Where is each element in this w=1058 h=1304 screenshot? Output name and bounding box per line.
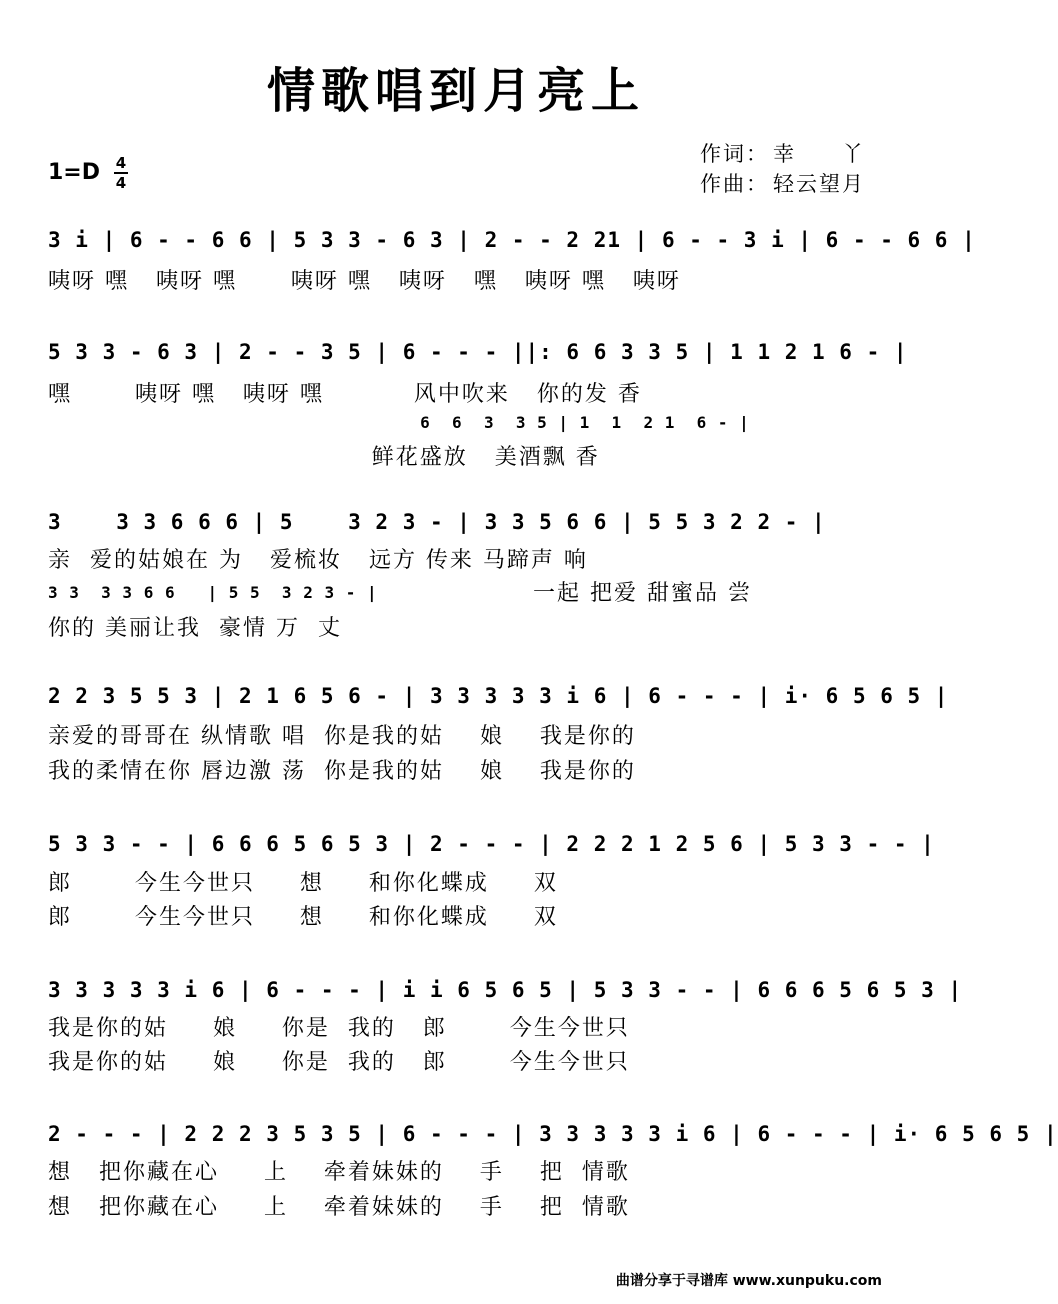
lyric-line-5: 郎 今生今世只 想 和你化蝶成 双 (48, 871, 558, 896)
key-signature: 1=D (48, 160, 101, 185)
page-title: 情歌唱到月亮上 (266, 63, 645, 119)
notation-line-6: 3 3 3 3 3 i 6 | 6 - - - | i i 6 5 6 5 | 5 3 3 - - | 6 6 6 5 6 5 3 | (48, 978, 963, 1002)
lyric-line-1: 咦呀 嘿 咦呀 嘿 咦呀 嘿 咦呀 嘿 咦呀 嘿 咦呀 (48, 269, 681, 294)
lyric-line-7-alt: 想 把你藏在心 上 牵着妹妹的 手 把 情歌 (48, 1195, 630, 1220)
lyric-line-2-alt: 鲜花盛放 美酒飘 香 (48, 445, 600, 470)
lyric-line-4: 亲爱的哥哥在 纵情歌 唱 你是我的姑 娘 我是你的 (48, 724, 636, 749)
notation-line-1: 3 i | 6 - - 6 6 | 5 3 3 - 6 3 | 2 - - 2 21 | 6 - - 3 i | 6 - - 6 6 | (48, 228, 976, 252)
lyric-line-6-alt: 我是你的姑 娘 你是 我的 郎 今生今世只 (48, 1050, 630, 1075)
lyricist-label: 作词： (700, 142, 769, 166)
lyric-line-3-verse3: 一起 把爱 甜蜜品 尝 (533, 581, 752, 606)
lyric-line-3-alt: 你的 美丽让我 豪情 万 丈 (48, 616, 342, 641)
notation-line-2-alt: 6 6 3 3 5 | 1 1 2 1 6 - | (48, 413, 750, 432)
lyric-line-5-alt: 郎 今生今世只 想 和你化蝶成 双 (48, 905, 558, 930)
lyric-line-6: 我是你的姑 娘 你是 我的 郎 今生今世只 (48, 1016, 630, 1041)
time-signature (114, 155, 128, 191)
notation-line-5: 5 3 3 - - | 6 6 6 5 6 5 3 | 2 - - - | 2 2 2 1 2 5 6 | 5 3 3 - - | (48, 832, 935, 856)
notation-line-2: 5 3 3 - 6 3 | 2 - - 3 5 | 6 - - - ||: 6 6 3 3 5 | 1 1 2 1 6 - | (48, 340, 908, 364)
lyricist-credit (700, 138, 869, 168)
notation-line-3: 3 3 3 6 6 6 | 5 3 2 3 - | 3 3 5 6 6 | 5 5 3 2 2 - | (48, 510, 826, 534)
lyric-line-4-alt: 我的柔情在你 唇边激 荡 你是我的姑 娘 我是你的 (48, 759, 636, 784)
source-footer: 曲谱分享于寻谱库 www.xunpuku.com (615, 1273, 882, 1289)
notation-line-4: 2 2 3 5 5 3 | 2 1 6 5 6 - | 3 3 3 3 3 i 6 | 6 - - - | i· 6 5 6 5 | (48, 684, 949, 708)
notation-line-7: 2 - - - | 2 2 2 3 5 3 5 | 6 - - - | 3 3 3 3 3 i 6 | 6 - - - | i· 6 5 6 5 | (48, 1122, 1058, 1146)
composer-credit (700, 168, 869, 198)
lyric-line-2: 嘿 咦呀 嘿 咦呀 嘿 风中吹来 你的发 香 (48, 382, 642, 407)
time-signature-top: 4 (115, 154, 127, 172)
lyric-line-7: 想 把你藏在心 上 牵着妹妹的 手 把 情歌 (48, 1160, 630, 1185)
lyricist-name: 幸 丫 (773, 142, 865, 166)
time-signature-bottom: 4 (115, 174, 127, 192)
lyric-line-3: 亲 爱的姑娘在 为 爱梳妆 远方 传来 马蹄声 响 (48, 548, 588, 573)
notation-line-3-alt: 3 3 3 3 6 6 | 5 5 3 2 3 - | (48, 583, 378, 602)
composer-name: 轻云望月 (773, 172, 865, 196)
composer-label: 作曲： (700, 172, 769, 196)
